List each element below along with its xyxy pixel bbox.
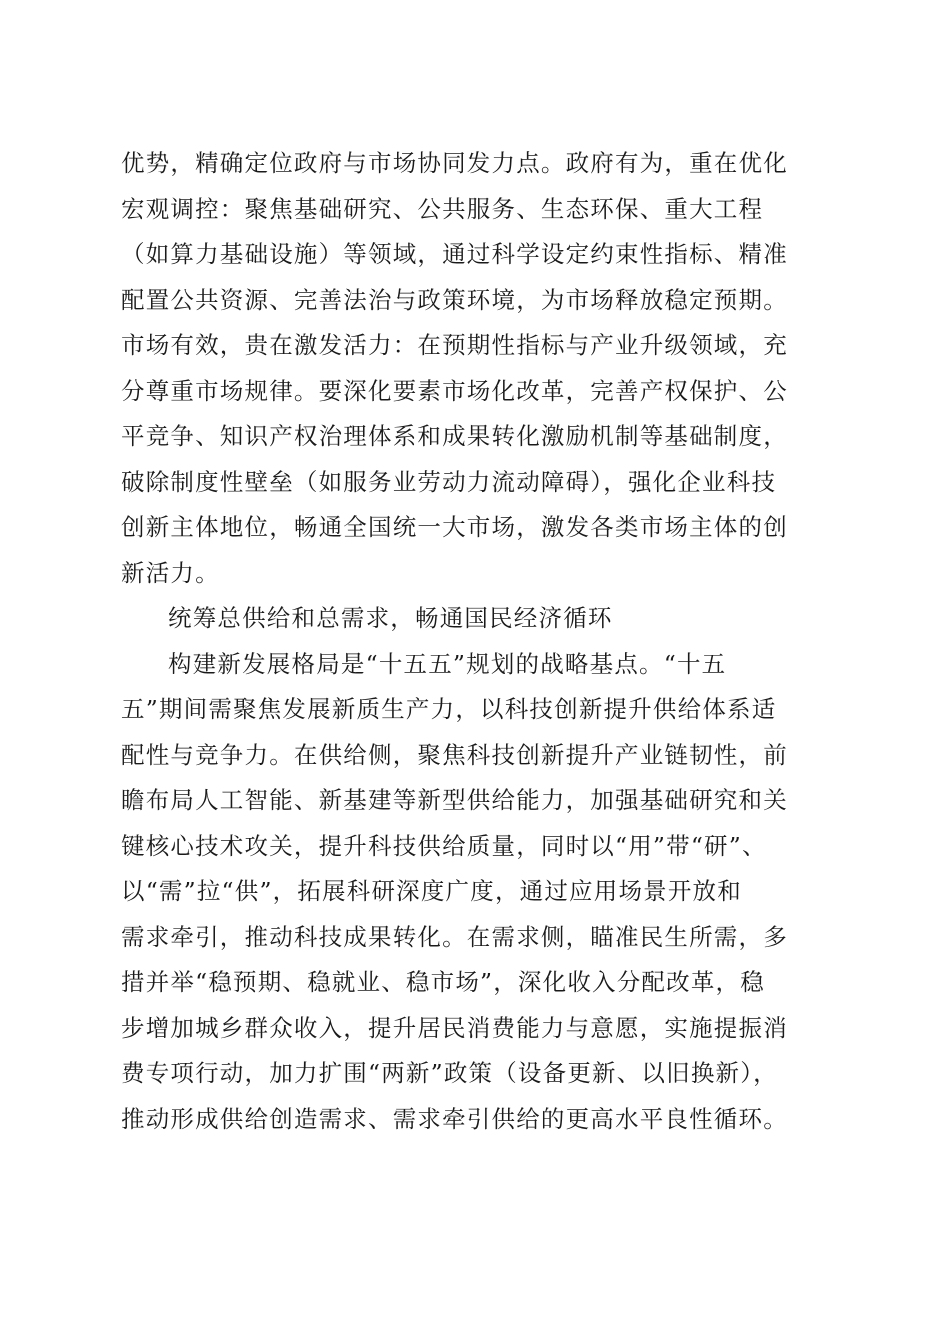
text-line: 以“需”拉“供”，拓展科研深度广度，通过应用场景开放和 <box>121 877 742 905</box>
document-body <box>121 141 831 1142</box>
paragraph-supply-demand <box>121 642 831 1143</box>
text-line: 键核心技术攻关，提升科技供给质量，同时以“用”带“研”、 <box>121 831 767 860</box>
text-line: 费专项行动，加力扩围“两新”政策（设备更新、以旧换新）， <box>121 1059 778 1087</box>
text-line: 破除制度性壁垒（如服务业劳动力流动障碍），强化企业科技 <box>121 467 777 496</box>
text-line: 配置公共资源、完善法治与政策环境，为市场释放稳定预期。 <box>121 285 788 314</box>
text-line: 步增加城乡群众收入，提升居民消费能力与意愿，实施提振消 <box>121 1013 788 1042</box>
text-line: 新活力。 <box>121 558 220 587</box>
text-line: 五”期间需聚焦发展新质生产力，以科技创新提升供给体系适 <box>121 695 777 723</box>
text-line: 宏观调控：聚焦基础研究、公共服务、生态环保、重大工程 <box>121 194 764 223</box>
text-line: 需求牵引，推动科技成果转化。在需求侧，瞄准民生所需，多 <box>121 922 788 951</box>
text-line: 构建新发展格局是“十五五”规划的战略基点。“十五 <box>168 649 727 678</box>
text-line: 创新主体地位，畅通全国统一大市场，激发各类市场主体的创 <box>121 513 788 541</box>
text-line: 措并举“稳预期、稳就业、稳市场”，深化收入分配改革，稳 <box>121 968 765 996</box>
text-line: 配性与竞争力。在供给侧，聚焦科技创新提升产业链韧性，前 <box>121 740 788 769</box>
text-line: 分尊重市场规律。要深化要素市场化改革，完善产权保护、公 <box>121 376 788 405</box>
text-line: （如算力基础设施）等领域，通过科学设定约束性指标、精准 <box>121 240 788 268</box>
text-line: 瞻布局人工智能、新基建等新型供给能力，加强基础研究和关 <box>121 786 788 814</box>
section-heading-text: 统筹总供给和总需求，畅通国民经济循环 <box>168 604 613 632</box>
text-line: 优势，精确定位政府与市场协同发力点。政府有为，重在优化 <box>121 149 788 177</box>
paragraph-market-government <box>121 141 831 596</box>
text-line: 平竞争、知识产权治理体系和成果转化激励机制等基础制度， <box>121 422 788 450</box>
text-line: 推动形成供给创造需求、需求牵引供给的更高水平良性循环。 <box>121 1104 788 1133</box>
section-heading <box>121 596 831 642</box>
text-line: 市场有效，贵在激发活力：在预期性指标与产业升级领域，充 <box>121 331 788 359</box>
